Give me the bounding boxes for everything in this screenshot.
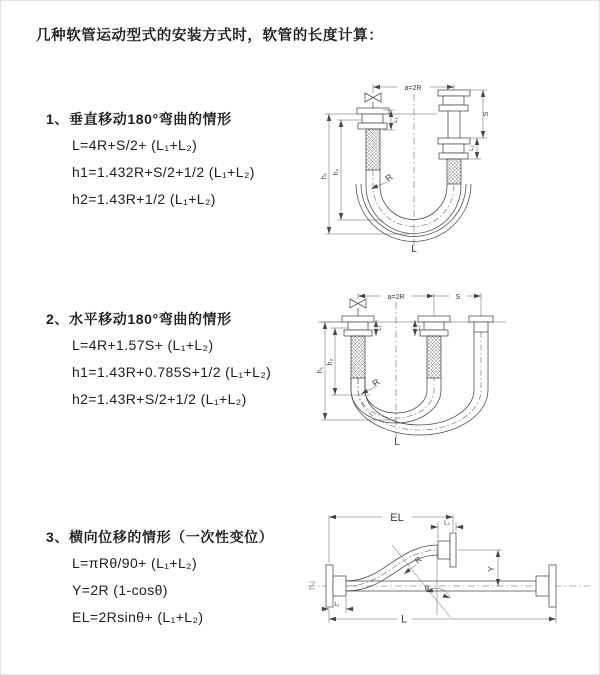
braided-hose-left — [366, 129, 380, 170]
valve-icon — [365, 93, 381, 102]
dim-label-a2r: a=2R — [404, 85, 422, 92]
dim-label-el: EL — [390, 512, 404, 524]
dim-label-y: Y — [487, 566, 496, 572]
formula-line: h1=1.43R+0.785S+1/2 (L₁+L₂) — [72, 364, 272, 380]
dim-label-h1: h₁ — [321, 172, 328, 180]
dim-label-h1: h₁ — [317, 366, 324, 374]
dim-label-l2: L₂ — [444, 520, 450, 527]
flange-right-position — [469, 316, 493, 332]
hose-assembly — [356, 90, 471, 241]
dimension-lines — [321, 512, 556, 626]
flange-left — [326, 565, 346, 607]
dim-label-l2: L₂ — [469, 145, 475, 151]
dim-label-a2r: a=2R — [387, 294, 405, 301]
dim-label-l1: L₁ — [377, 325, 383, 331]
radius-label: R — [383, 171, 395, 184]
formula-line: EL=2Rsinθ+ (L₁+L₂) — [72, 609, 204, 625]
section-3-heading: 3、横向位移的情形（一次性变位） — [46, 529, 274, 545]
section-1-heading: 1、垂直移动180°弯曲的情形 — [46, 111, 232, 127]
formula-line: L=4R+S/2+ (L₁+L₂) — [72, 137, 198, 153]
formula-line: L=πRθ/90+ (L₁+L₂) — [72, 555, 198, 571]
flange-displaced — [438, 533, 456, 567]
dim-label-l: L — [400, 613, 408, 626]
braided-hose-left — [351, 336, 365, 378]
hose-assembly — [326, 533, 556, 607]
diagram-vertical-180 — [313, 74, 600, 262]
formula-line: Y=2R (1-cosθ) — [72, 582, 168, 598]
hose-assembly — [342, 299, 493, 435]
braided-hose-right — [447, 159, 461, 184]
page-title: 几种软管运动型式的安装方式时，软管的长度计算： — [36, 28, 384, 44]
formula-line: L=4R+1.57S+ (L₁+L₂) — [72, 337, 214, 353]
section-2-heading: 2、水平移动180°弯曲的情形 — [46, 311, 232, 327]
angle-label: θ — [424, 584, 430, 593]
dim-label-h2: h₂ — [327, 358, 334, 366]
flange-right-upper — [438, 90, 470, 111]
formula-line: h2=1.43R+S/2+1/2 (L₁+L₂) — [72, 391, 247, 407]
flange-right-lower — [438, 138, 470, 159]
centerline-break-mark — [309, 582, 315, 589]
length-label: L — [394, 437, 400, 448]
flange-left — [357, 108, 389, 129]
formula-line: h2=1.43R+1/2 (L₁+L₂) — [72, 191, 216, 207]
dim-label-l1: L₁ — [334, 602, 340, 608]
braided-hose-middle — [427, 336, 441, 378]
dimension-lines — [317, 293, 481, 448]
dim-label-l2: L₂ — [416, 325, 422, 331]
dim-label-s: S — [483, 111, 490, 117]
dim-label-s: S — [455, 294, 461, 301]
flange-left — [342, 316, 374, 336]
dim-label-l1: L₁ — [393, 117, 399, 123]
formula-line: h1=1.432R+S/2+1/2 (L₁+L₂) — [72, 164, 255, 180]
radius-label: R — [370, 376, 382, 389]
length-label: L — [411, 244, 417, 255]
flange-middle — [418, 316, 450, 336]
flange-right-straight — [536, 565, 556, 607]
diagram-horizontal-180 — [310, 284, 600, 456]
radius-label: R — [413, 554, 424, 566]
valve-icon — [350, 299, 366, 308]
dim-label-h2: h₂ — [333, 168, 340, 176]
diagram-lateral-displacement — [300, 503, 600, 645]
